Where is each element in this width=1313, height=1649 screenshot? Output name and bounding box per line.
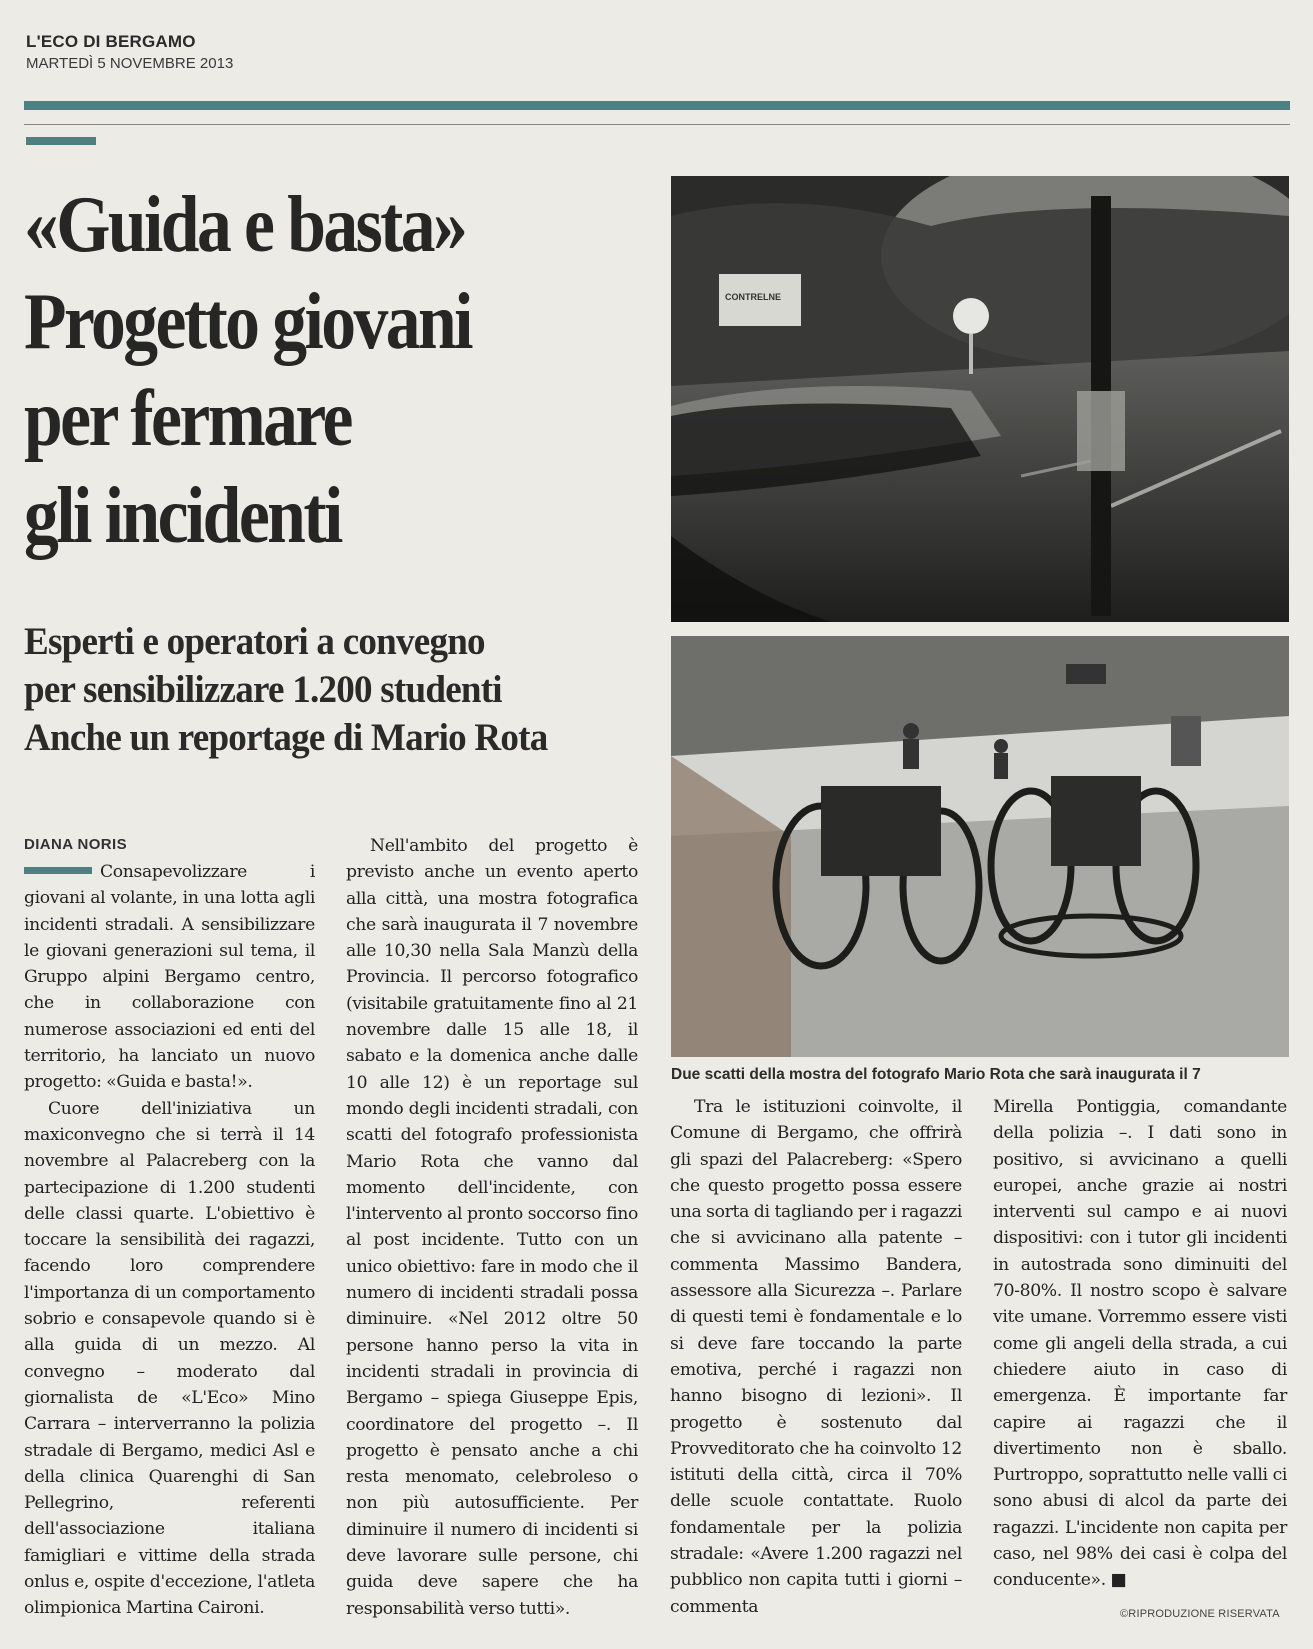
masthead-date: MARTEDÌ 5 NOVEMBRE 2013 xyxy=(26,55,234,72)
column-1-paragraph-1: Consapevolizzare i giovani al volante, in una lotta agli incidenti stradali. A sensibilizzare le giovani generazioni sul tema, il Gruppo alpini Bergamo centro, che in collaborazione con numerose associazioni ed enti del territorio, ha lanciato un nuovo progetto: «Guida e basta!». xyxy=(24,862,315,1093)
article-column-2 xyxy=(346,833,638,1622)
photo-wheelchairs-gym xyxy=(671,636,1289,1057)
headline xyxy=(24,176,574,564)
masthead-name: L'ECO DI BERGAMO xyxy=(26,32,196,51)
column-4-paragraph-1: Mirella Pontiggia, comandante della polizia –. I dati sono in positivo, si avvicinano a quelli europei, anche grazie ai nostri interventi sul campo e ai nuovi dispositivi: con i tutor gli incidenti in autostrada sono diminuiti del 70-80%. Il nostro scopo è salvare vite umane. Vorremmo essere visti come gli angeli della strada, a cui chiedere aiuto in caso di emergenza. È importante far capire ai ragazzi che il divertimento non è sballo. Purtroppo, soprattutto nelle valli ci sono abusi di alcol da parte dei ragazzi. L'incidente non capita per caso, nel 98% dei casi è colpa del conducente». ■ xyxy=(993,1097,1287,1591)
night-road-illustration xyxy=(671,176,1289,622)
kicker-bar xyxy=(26,137,96,145)
subhead-line-3: Anche un reportage di Mario Rota xyxy=(24,716,548,759)
wheelchairs-gym-illustration xyxy=(671,636,1289,1057)
top-rule xyxy=(24,101,1290,110)
column-2-paragraph-1: Nell'ambito del progetto è previsto anche un evento aperto alla città, una mostra fotografica che sarà inaugurata il 7 novembre alle 10,30 nella Sala Manzù della Provincia. Il percorso fotografico (visitabile gratuitamente fino al 21 novembre dalle 15 alle 18, il sabato e la domenica anche dalle 10 alle 12) è un reportage sul mondo degli incidenti stradali, con scatti del fotografo professionista Mario Rota che vanno dal momento dell'incidente, con l'intervento al pronto soccorso fino al post incidente. Tutto con un unico obiettivo: fare in modo che il numero di incidenti stradali possa diminuire. «Nel 2012 oltre 50 persone hanno perso la vita in incidenti stradali in provincia di Bergamo – spiega Giuseppe Epis, coordinatore del progetto –. Il progetto è pensato anche a chi resta menomato, celebroleso o non più autosufficiente. Per diminuire il numero di incidenti si deve lavorare sulle persone, chi guida deve sapere che ha responsabilità verso tutti». xyxy=(346,836,638,1619)
headline-line-1: «Guida e basta» xyxy=(24,179,466,269)
copyright-notice: ©RIPRODUZIONE RISERVATA xyxy=(1120,1608,1280,1620)
headline-line-2: Progetto giovani xyxy=(24,276,471,366)
column-1-paragraph-2: Cuore dell'iniziativa un maxiconvegno che si terrà il 14 novembre al Palacreberg con la partecipazione di 1.200 studenti delle classi quarte. L'obiettivo è toccare la sensibilità dei ragazzi, facendo loro comprendere l'importanza di un comportamento sobrio e consapevole quando si è alla guida di un mezzo. Al convegno – moderato dal giornalista de «L'Eco» Mino Carrara – interverranno la polizia stradale di Bergamo, medici Asl e della clinica Quarenghi di San Pellegrino, referenti dell'associazione italiana famigliari e vittime della strada onlus e, ospite d'eccezione, l'atleta olimpionica Martina Caironi. xyxy=(24,1098,315,1619)
subhead-line-1: Esperti e operatori a convegno xyxy=(24,620,485,663)
subhead xyxy=(24,618,632,762)
headline-line-3: per fermare xyxy=(24,373,351,463)
photo-night-road xyxy=(671,176,1289,622)
column-3-paragraph-1: Tra le istituzioni coinvolte, il Comune di Bergamo, che offrirà gli spazi del Palacreberg: «Spero che questo progetto possa essere una sorta di tagliando per i ragazzi che si avvicinano alla patente – commenta Massimo Bandera, assessore alla Sicurezza –. Parlare di questi temi è fondamentale e lo si deve fare toccando la parte emotiva, perché i ragazzi non hanno bisogno di lezioni». Il progetto è sostenuto dal Provveditorato che ha coinvolto 12 istituti della città, circa il 70% delle scuole contattate. Ruolo fondamentale per la polizia stradale: «Avere 1.200 ragazzi nel pubblico non capita tutti i giorni – commenta xyxy=(670,1097,962,1617)
thin-rule xyxy=(24,124,1290,125)
subhead-line-2: per sensibilizzare 1.200 studenti xyxy=(24,668,502,711)
article-column-3 xyxy=(670,1094,962,1620)
article-column-1 xyxy=(24,859,315,1622)
road-sign-text: CONTRELNE xyxy=(725,292,781,302)
article-column-4 xyxy=(993,1094,1287,1594)
headline-line-4: gli incidenti xyxy=(24,470,341,560)
byline: DIANA NORIS xyxy=(24,836,128,853)
photo-caption: Due scatti della mostra del fotografo Mario Rota che sarà inaugurata il 7 xyxy=(671,1066,1201,1083)
